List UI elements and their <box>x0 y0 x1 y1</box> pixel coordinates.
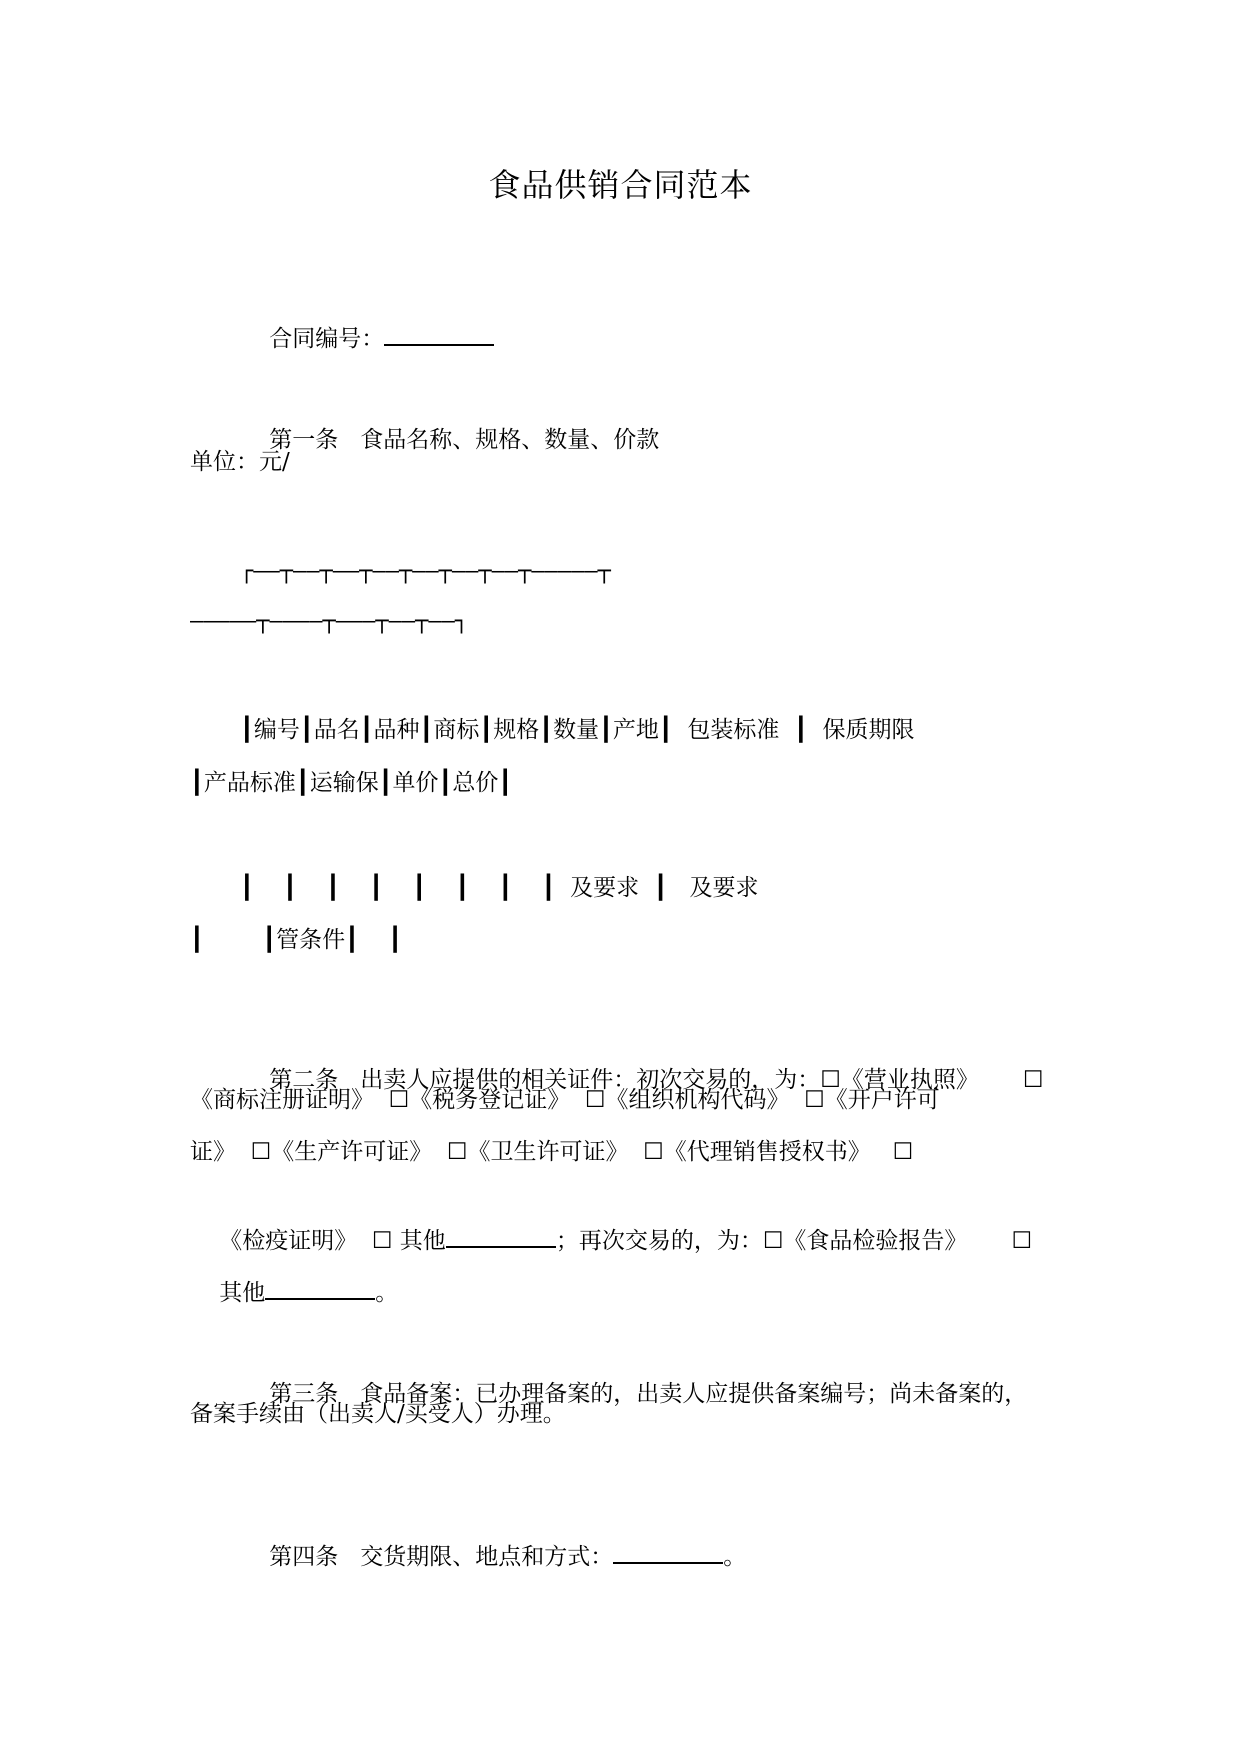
article-4-line <box>240 1504 1060 1605</box>
article-4-end: 。 <box>723 1544 747 1570</box>
article-1-number: 第一条 <box>269 427 339 453</box>
checkbox-other-cert[interactable]: ☐ <box>1022 1067 1044 1093</box>
contract-number-blank[interactable] <box>384 318 494 346</box>
other-cert-blank-2[interactable] <box>265 1272 375 1300</box>
table-header-row-1: ┃编号┃品名┃品种┃商标┃规格┃数量┃产地┃ 包装标准 ┃ 保质期限 <box>240 717 915 743</box>
article-2-text-5b: 。 <box>375 1280 399 1306</box>
contract-number-label: 合同编号： <box>269 326 385 352</box>
checkbox-other-repeat[interactable]: ☐ <box>1011 1228 1033 1254</box>
article-2-text-1: 出卖人应提供的相关证件：初次交易的，为：☐《营业执照》 <box>360 1067 979 1093</box>
article-2-text-5a: 其他 <box>219 1280 266 1306</box>
article-3-line-2: 备案手续由（出卖人/买受人）办理。 <box>190 1401 566 1427</box>
unit-line: 单位：元/ <box>190 449 290 475</box>
article-3-text-1: 食品备案：已办理备案的，出卖人应提供备案编号；尚未备案的， <box>360 1381 1028 1407</box>
table-sub-row-2: ┃ ┃管条件┃ ┃ <box>190 927 403 953</box>
article-1-text: 食品名称、规格、数量、价款 <box>360 427 660 453</box>
delivery-blank[interactable] <box>613 1536 723 1564</box>
table-border-top-1: ┌——┬——┬——┬——┬——┬——┬——┬—————┬ <box>240 559 611 584</box>
article-4-number: 第四条 <box>269 1544 339 1570</box>
article-2-line-5 <box>190 1240 1060 1341</box>
article-2-line-3: 证》 ☐《生产许可证》 ☐《卫生许可证》 ☐《代理销售授权书》 ☐ <box>190 1139 914 1165</box>
article-4-text: 交货期限、地点和方式： <box>360 1544 614 1570</box>
article-2-number: 第二条 <box>269 1067 339 1093</box>
document-title: 食品供销合同范本 <box>488 166 753 204</box>
article-2-text-4a: 《检疫证明》 ☐ 其他 <box>219 1228 446 1254</box>
contract-number-line <box>240 286 1060 387</box>
table-border-top-2: —————┬————┬———┬——┬——┐ <box>190 609 469 634</box>
article-2-line-2: 《商标注册证明》 ☐《税务登记证》 ☐《组织机构代码》 ☐《开户许可 <box>190 1087 940 1113</box>
article-3-number: 第三条 <box>269 1381 339 1407</box>
article-2-text-4b: ；再次交易的，为：☐《食品检验报告》 <box>555 1228 968 1254</box>
table-header-row-2: ┃产品标准┃运输保┃单价┃总价┃ <box>190 770 513 796</box>
table-sub-row-1: ┃ ┃ ┃ ┃ ┃ ┃ ┃ ┃ 及要求 ┃ 及要求 <box>240 875 759 901</box>
